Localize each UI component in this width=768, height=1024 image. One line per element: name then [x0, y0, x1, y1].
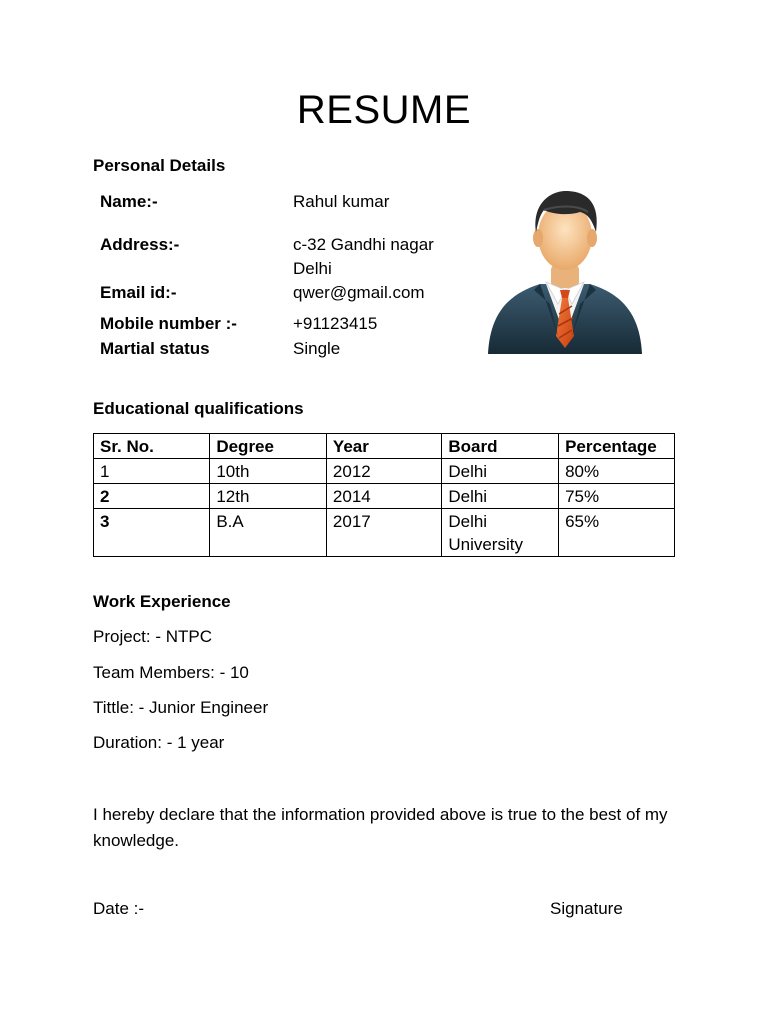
address-label: Address:-: [100, 235, 180, 254]
education-heading: Educational qualifications: [93, 399, 304, 418]
page-title: RESUME: [296, 88, 472, 132]
marital-status-value: Single: [293, 339, 341, 358]
declaration-text: I hereby declare that the information provided above is true to the best of my knowledge.: [93, 805, 668, 850]
table-header-row: [94, 434, 675, 459]
education-table: [93, 433, 675, 557]
cell-degree: 12th: [210, 484, 327, 509]
work-project: Project: - NTPC: [93, 627, 213, 646]
column-header-percentage: Percentage: [559, 434, 675, 459]
cell-degree: 10th: [210, 459, 327, 484]
cell-sr-no: 1: [94, 459, 210, 484]
work-team-members: Team Members: - 10: [93, 663, 249, 682]
column-header-sr-no: Sr. No.: [94, 434, 210, 459]
cell-year: 2012: [326, 459, 441, 484]
marital-status-label: Martial status: [100, 339, 210, 358]
cell-board: Delhi: [442, 484, 559, 509]
cell-sr-no: 3: [94, 509, 210, 557]
work-experience-heading: Work Experience: [93, 592, 231, 611]
address-line-1: c-32 Gandhi nagar: [293, 235, 434, 254]
cell-board: Delhi University: [442, 509, 559, 557]
mobile-label: Mobile number :-: [100, 314, 237, 333]
date-label: Date :-: [93, 899, 145, 918]
personal-details-heading: Personal Details: [93, 156, 226, 175]
cell-board: Delhi: [442, 459, 559, 484]
cell-degree: B.A: [210, 509, 327, 557]
email-label: Email id:-: [100, 283, 177, 302]
table-row: [94, 459, 675, 484]
column-header-board: Board: [442, 434, 559, 459]
signature-label: Signature: [550, 899, 623, 918]
email-value: qwer@gmail.com: [293, 283, 425, 302]
name-label: Name:-: [100, 192, 158, 211]
cell-year: 2017: [326, 509, 441, 557]
table-row: [94, 484, 675, 509]
column-header-degree: Degree: [210, 434, 327, 459]
cell-year: 2014: [326, 484, 441, 509]
cell-percentage: 65%: [559, 509, 675, 557]
work-duration: Duration: - 1 year: [93, 733, 225, 752]
column-header-year: Year: [326, 434, 441, 459]
name-value: Rahul kumar: [293, 192, 390, 211]
cell-percentage: 80%: [559, 459, 675, 484]
mobile-value: +91123415: [293, 314, 378, 333]
address-line-2: Delhi: [293, 259, 332, 278]
cell-percentage: 75%: [559, 484, 675, 509]
work-title: Tittle: - Junior Engineer: [93, 698, 269, 717]
profile-avatar-icon: [484, 186, 646, 362]
table-row: [94, 509, 675, 557]
cell-sr-no: 2: [94, 484, 210, 509]
